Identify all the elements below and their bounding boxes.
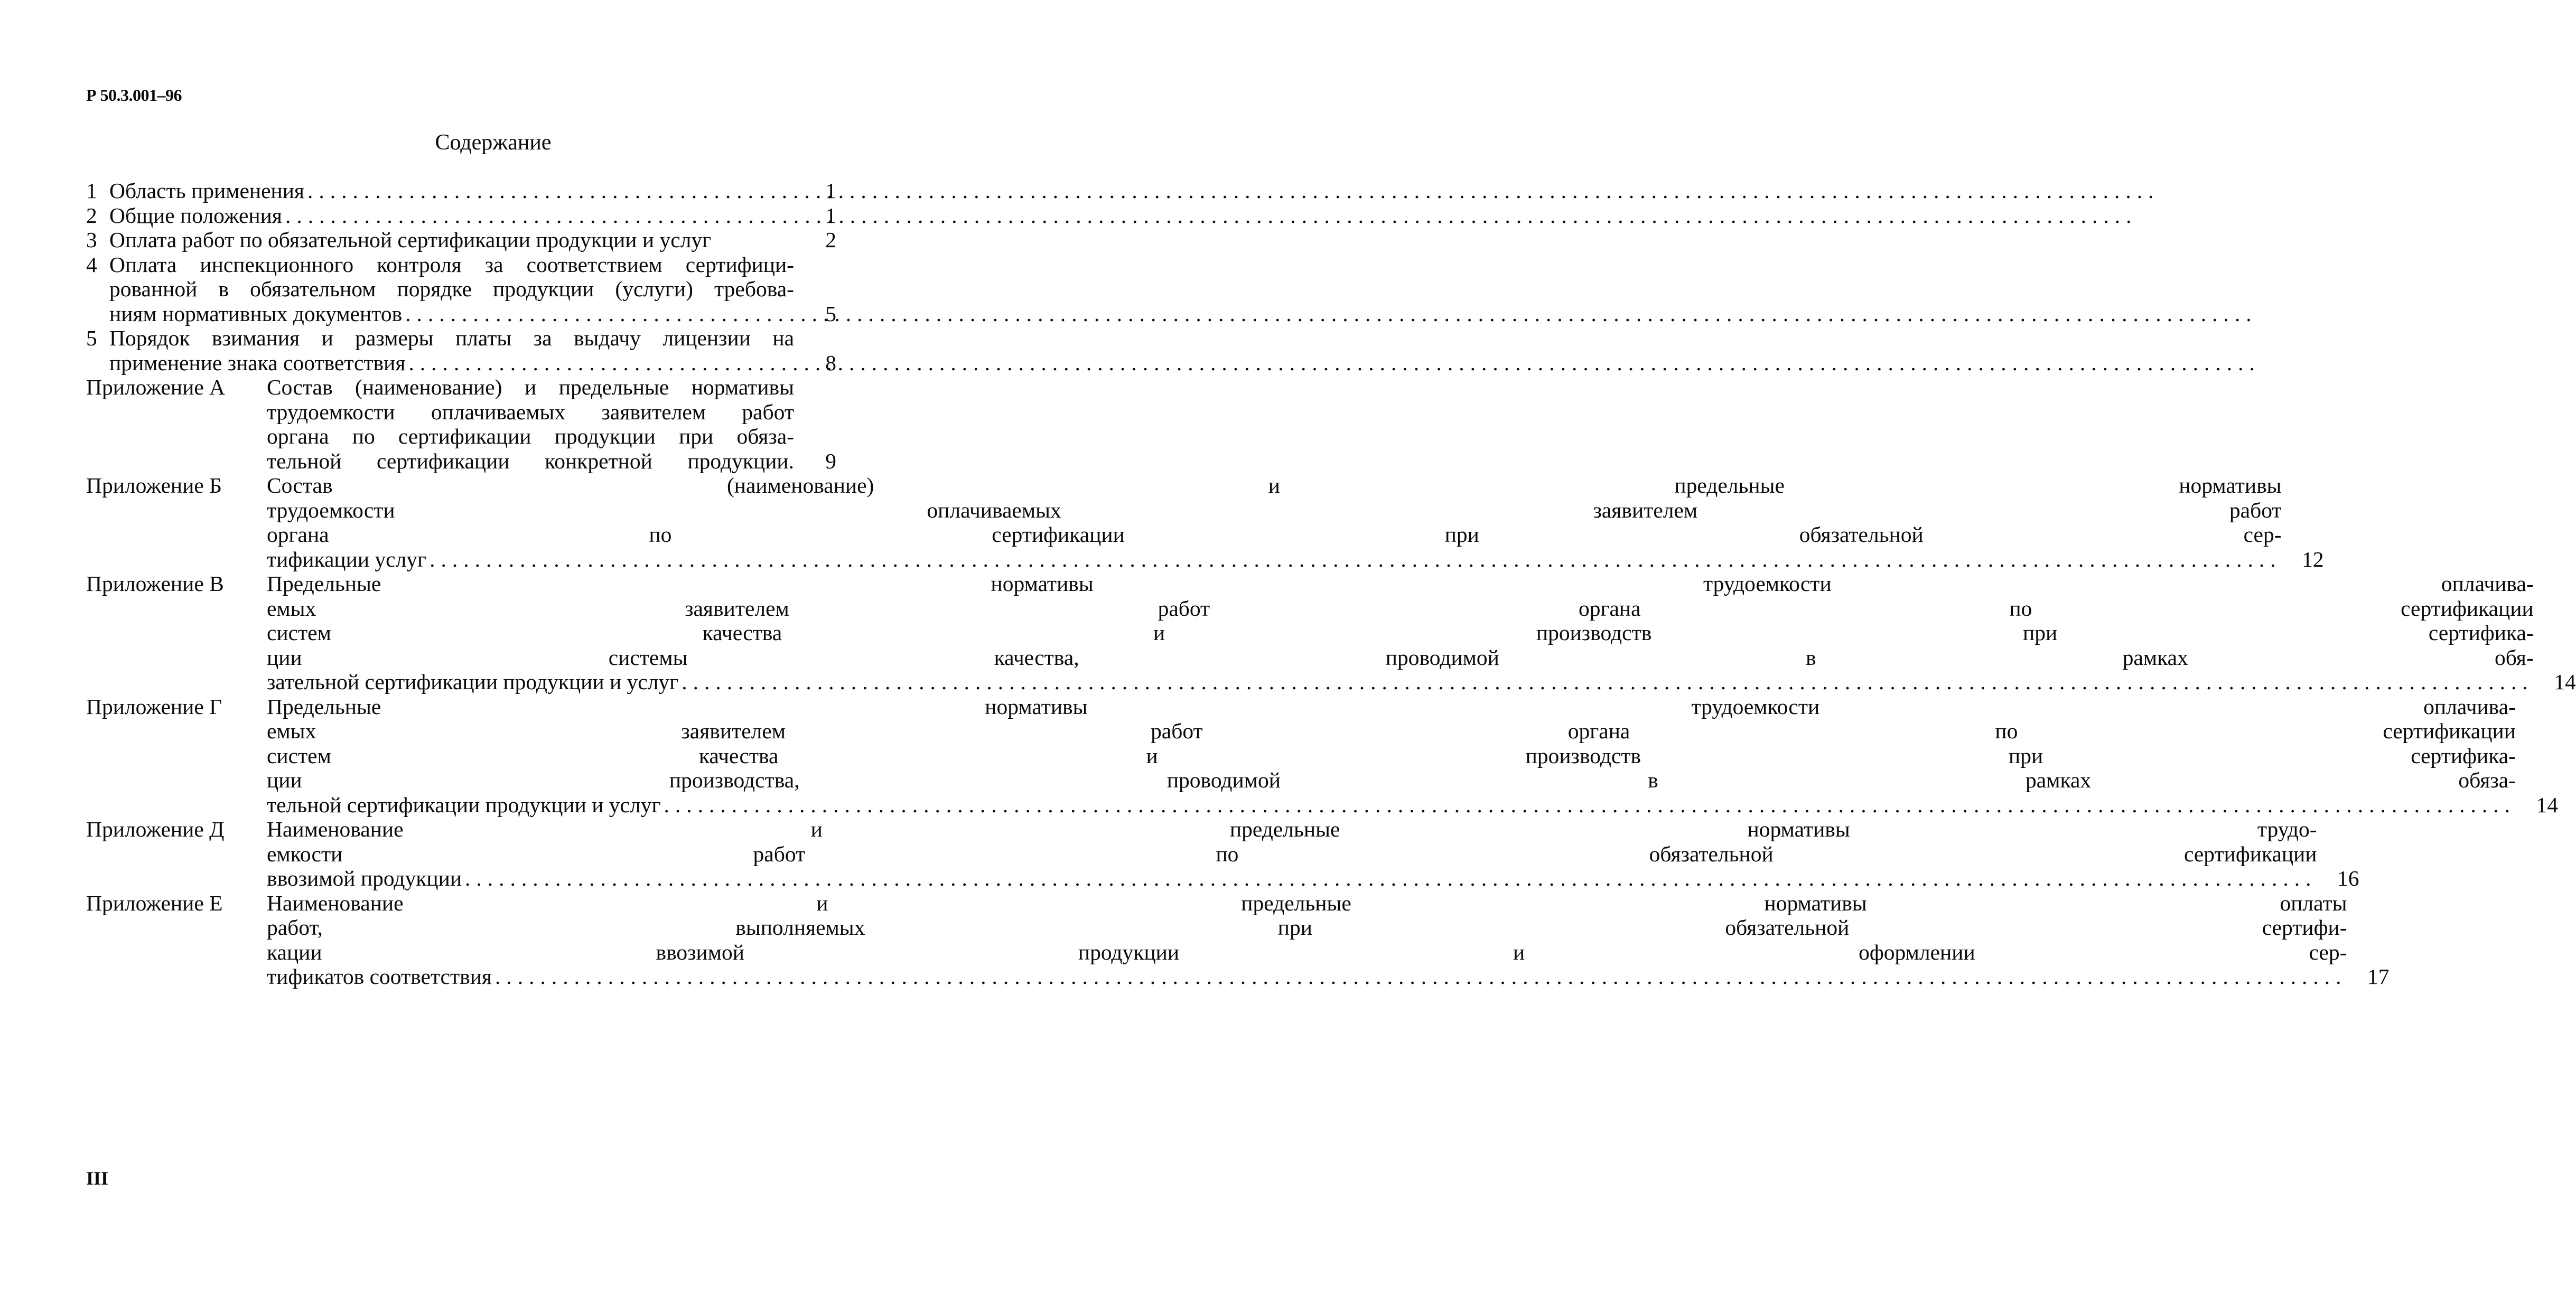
section-title-line: Порядок взимания и размеры платы за выдачу лицензии на <box>109 326 794 350</box>
appendix-label: Приложение А <box>86 375 226 399</box>
appendix-title-line: зательной сертификации продукции и услуг <box>267 670 679 694</box>
appendix-title-line: органа по сертификации продукции при обяза- <box>267 424 794 448</box>
leader-dots <box>492 964 2347 989</box>
page-number: 2 <box>825 228 836 252</box>
toc-title: Содержание <box>435 130 552 155</box>
appendix-title-line: тельной сертификации продукции и услуг <box>267 792 661 817</box>
toc-entry-appendix-v[interactable] <box>86 571 2576 694</box>
appendix-title-line: трудоемкости оплачиваемых заявителем работ <box>267 497 2282 522</box>
appendix-title-line: систем качества и производств при сертифика- <box>267 621 2534 645</box>
section-title-line: применение знака соответствия <box>109 350 406 375</box>
section-number: 5 <box>86 326 97 350</box>
appendix-title-line: Состав (наименование) и предельные нормативы <box>267 375 794 399</box>
toc-entry-section-3[interactable] <box>86 228 836 252</box>
leader-dots <box>660 793 2516 818</box>
page-number: 12 <box>2302 547 2324 571</box>
appendix-title-line: органа по сертификации при обязательной сер- <box>267 522 2282 547</box>
document-number: Р 50.3.001–96 <box>86 86 182 105</box>
section-title: Общие положения <box>109 203 282 228</box>
toc-entry-appendix-e[interactable] <box>86 890 2390 989</box>
section-title: Область применения <box>109 179 305 203</box>
appendix-title-line: тификации услуг <box>267 547 427 571</box>
appendix-title-line: Предельные нормативы трудоемкости оплачива- <box>267 571 2534 596</box>
appendix-title-line: тификатов соответствия <box>267 964 492 989</box>
appendix-title-line: Наименование и предельные нормативы оплаты <box>267 890 2347 915</box>
page-number: 9 <box>825 448 836 473</box>
appendix-title-line: трудоемкости оплачиваемых заявителем работ <box>267 399 794 424</box>
leader-dots <box>426 547 2282 572</box>
page-number: 1 <box>825 203 836 228</box>
page-number: 14 <box>2536 792 2558 817</box>
table-of-contents <box>86 179 2576 989</box>
section-title-line: Оплата инспекционного контроля за соответствием сертифици- <box>109 252 794 277</box>
appendix-title-line: Предельные нормативы трудоемкости оплачива- <box>267 694 2516 719</box>
leader-dots <box>462 866 2317 891</box>
leader-dots <box>678 670 2534 694</box>
toc-entry-appendix-g[interactable] <box>86 694 2558 818</box>
toc-entry-section-1[interactable] <box>86 179 836 203</box>
toc-entry-section-2[interactable] <box>86 203 836 228</box>
appendix-label: Приложение Г <box>86 694 222 719</box>
section-number: 1 <box>86 179 97 203</box>
page-number: 8 <box>825 350 836 375</box>
appendix-title-line: емкости работ по обязательной сертификации <box>267 841 2317 866</box>
section-number: 4 <box>86 252 97 277</box>
appendix-title-line: Наименование и предельные нормативы трудо- <box>267 817 2317 841</box>
toc-entry-section-5[interactable] <box>86 326 836 375</box>
toc-entry-appendix-b[interactable] <box>86 473 2324 571</box>
leader-dots <box>405 351 794 375</box>
appendix-label: Приложение Б <box>86 473 222 497</box>
appendix-title-line: емых заявителем работ органа по сертификации <box>267 719 2516 743</box>
appendix-label: Приложение Е <box>86 890 223 915</box>
section-title-line: рованной в обязательном порядке продукции (услуги) требова- <box>109 277 794 301</box>
leader-dots <box>282 203 794 228</box>
appendix-title-line: ввозимой продукции <box>267 866 462 890</box>
appendix-label: Приложение Д <box>86 817 225 841</box>
toc-entry-appendix-d[interactable] <box>86 817 2359 891</box>
appendix-title-line: Состав (наименование) и предельные нормативы <box>267 473 2282 497</box>
page-number: 16 <box>2337 866 2359 890</box>
appendix-title-line: тельной сертификации конкретной продукции. <box>267 448 794 473</box>
page-number: 5 <box>825 301 836 326</box>
section-number: 3 <box>86 228 97 252</box>
section-title: Оплата работ по обязательной сертификации продукции и услуг <box>109 228 712 252</box>
appendix-label: Приложение В <box>86 571 224 596</box>
section-title-line: ниям нормативных документов <box>109 301 403 326</box>
toc-entry-appendix-a[interactable] <box>86 375 836 473</box>
appendix-title-line: емых заявителем работ органа по сертификации <box>267 596 2534 621</box>
footer-page-number: III <box>86 1168 109 1189</box>
appendix-title-line: систем качества и производств при сертифика- <box>267 743 2516 768</box>
appendix-title-line: ции производства, проводимой в рамках обяза- <box>267 768 2516 792</box>
page-number: 14 <box>2554 670 2576 694</box>
appendix-title-line: ции системы качества, проводимой в рамках обя- <box>267 645 2534 670</box>
appendix-title-line: кации ввозимой продукции и оформлении сер- <box>267 940 2347 964</box>
leader-dots <box>304 179 794 203</box>
appendix-title-line: работ, выполняемых при обязательной сертифи- <box>267 915 2347 940</box>
page-number: 17 <box>2367 964 2390 989</box>
section-number: 2 <box>86 203 97 228</box>
toc-entry-section-4[interactable] <box>86 252 836 326</box>
page-number: 1 <box>825 179 836 203</box>
leader-dots <box>402 302 794 326</box>
